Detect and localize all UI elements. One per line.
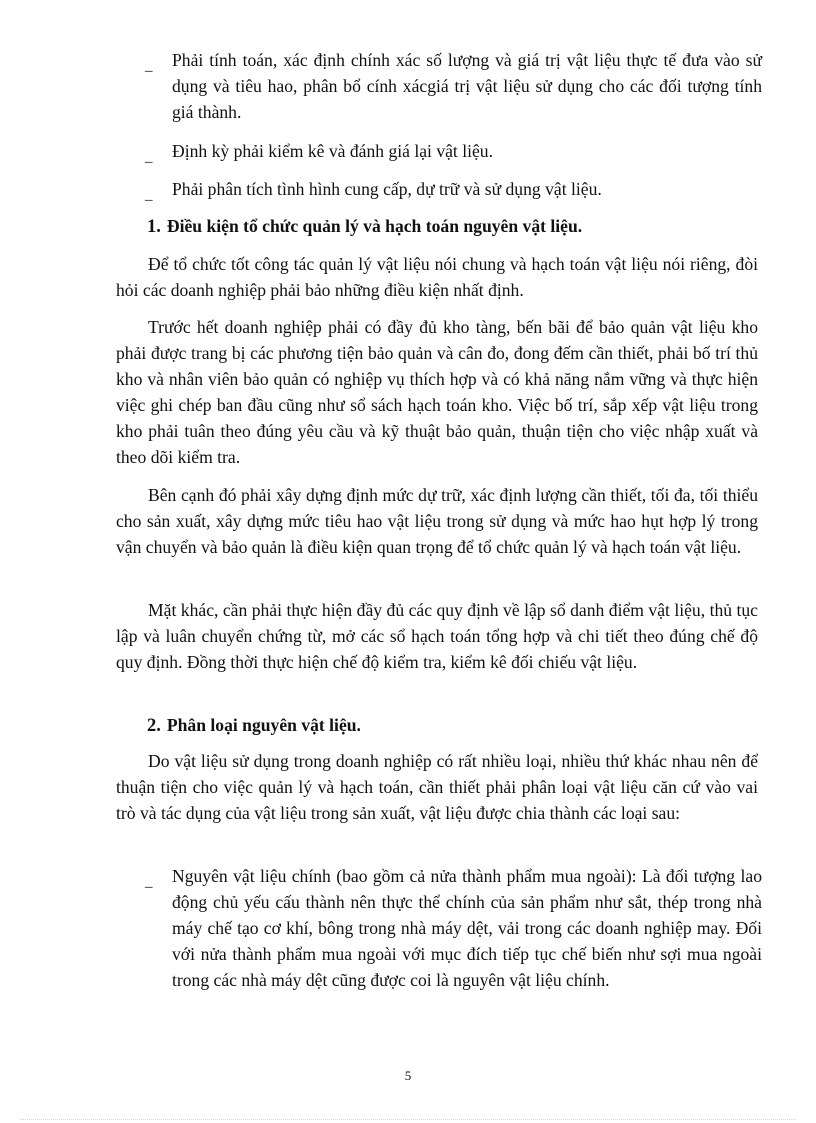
list-item-text: Phải phân tích tình hình cung cấp, dự trữ và sử dụng vật liệu. — [172, 179, 602, 199]
section-number: 2. — [147, 716, 161, 736]
paragraph: Bên cạnh đó phải xây dựng định mức dự trữ, xác định lượng cần thiết, tối đa, tối thiểu cho sản xuất, xây dựng mức tiêu hao vật liệu trong sử dụng và mức hao hụt hợp lý trong vận chuyển và bảo quản là điều kiện quan trọng để tổ chức quản lý và hạch toán vật liệu. — [116, 485, 758, 557]
bullet-marker: _ — [145, 874, 153, 890]
paragraph: Trước hết doanh nghiệp phải có đầy đủ kho tàng, bến bãi để bảo quản vật liệu kho phải được trang bị các phương tiện bảo quản và cân đo, đong đếm cần thiết, phải bố trí thủ kho và nhân viên bảo quản có nghiệp vụ thích hợp và có khả năng nắm vững và thực hiện việc ghi chép ban đầu cũng như sổ sách hạch toán kho. Việc bố trí, sắp xếp vật liệu trong kho phải tuân theo đúng yêu cầu và kỹ thuật bảo quản, thuận tiện cho việc nhập xuất và theo dõi kiểm tra. — [116, 317, 758, 467]
page-number: 5 — [404, 1068, 412, 1083]
section-number: 1. — [147, 217, 161, 237]
list-item-text: Phải tính toán, xác định chính xác số lượng và giá trị vật liệu thực tế đưa vào sử dụng và tiêu hao, phân bổ cính xácgiá trị vật liệu sử dụng cho các đối tượng tính giá thành. — [172, 50, 762, 122]
page-bottom-divider — [20, 1119, 796, 1120]
bullet-marker: _ — [145, 149, 153, 165]
bullet-marker: _ — [145, 58, 153, 74]
section-heading — [147, 712, 361, 739]
paragraph: Do vật liệu sử dụng trong doanh nghiệp có rất nhiều loại, nhiều thứ khác nhau nên để thuận tiện cho việc quản lý và hạch toán, cần thiết phải phân loại vật liệu căn cứ vào vai trò và tác dụng của vật liệu trong sản xuất, vật liệu được chia thành các loại sau: — [116, 751, 758, 823]
bullet-marker: _ — [145, 187, 153, 203]
section-heading — [147, 213, 582, 240]
list-item-text: Nguyên vật liệu chính (bao gồm cả nửa thành phẩm mua ngoài): Là đối tượng lao động chủ yếu cấu thành nên thực thể chính của sản phẩm như sắt, thép trong nhà máy chế tạo cơ khí, bông trong nhà máy dệt, vải trong các doanh nghiệp may. Đối với nửa thành phẩm mua ngoài với mục đích tiếp tục chế biến như sợi mua ngoài trong các nhà máy dệt cũng được coi là nguyên vật liệu chính. — [172, 866, 762, 990]
section-title: Điều kiện tổ chức quản lý và hạch toán nguyên vật liệu. — [166, 216, 583, 236]
list-item-text: Định kỳ phải kiểm kê và đánh giá lại vật liệu. — [172, 141, 494, 161]
section-title: Phân loại nguyên vật liệu. — [166, 715, 361, 735]
paragraph: Mặt khác, cần phải thực hiện đầy đủ các quy định về lập sổ danh điểm vật liệu, thủ tục lập và luân chuyển chứng từ, mở các sổ hạch toán tổng hợp và chi tiết theo đúng chế độ quy định. Đồng thời thực hiện chế độ kiểm tra, kiểm kê đối chiếu vật liệu. — [116, 600, 758, 672]
paragraph: Để tổ chức tốt công tác quản lý vật liệu nói chung và hạch toán vật liệu nói riêng, đòi hỏi các doanh nghiệp phải bảo những điều kiện nhất định. — [116, 254, 758, 300]
